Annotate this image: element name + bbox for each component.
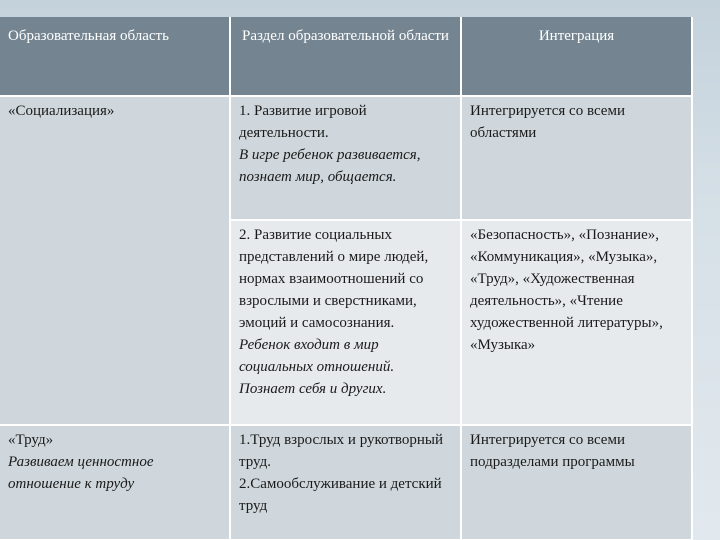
section-text: 1. Развитие игровой деятельности. — [239, 103, 367, 141]
area-cell-socialization — [0, 96, 230, 425]
section-text: 2. Развитие социальных представлений о мире людей, нормах взаимоотношений со взрослыми и сверстниками, эмоций и самосознания. — [239, 227, 429, 331]
header-area: Образовательная область — [0, 17, 230, 96]
integration-cell — [461, 96, 692, 220]
integration-text: Интегрируется со всеми подразделами программы — [470, 432, 635, 470]
section-text-line2: 2.Самообслуживание и детский труд — [239, 476, 442, 514]
education-table — [0, 17, 693, 540]
table-row — [0, 96, 692, 220]
header-integration: Интеграция — [461, 17, 692, 96]
section-cell — [230, 425, 461, 540]
header-row — [0, 17, 692, 96]
integration-cell — [461, 425, 692, 540]
area-title: «Социализация» — [8, 103, 115, 119]
integration-text: Интегрируется со всеми областями — [470, 103, 625, 141]
area-cell-labor — [0, 425, 230, 540]
header-section: Раздел образовательной области — [230, 17, 461, 96]
section-italic-text: В игре ребенок развивается, познает мир, общается. — [239, 147, 421, 185]
integration-cell — [461, 220, 692, 425]
area-title: «Труд» — [8, 432, 54, 448]
area-note: Развиваем ценностное отношение к труду — [8, 454, 154, 492]
table-row — [0, 425, 692, 540]
section-text-line1: 1.Труд взрослых и рукотворный труд. — [239, 432, 444, 470]
section-cell — [230, 220, 461, 425]
section-italic-text: Ребенок входит в мир социальных отношений. Познает себя и других. — [239, 337, 395, 397]
integration-text: «Безопасность», «Познание», «Коммуникация», «Музыка», «Труд», «Художественная деятельность», «Чтение художественной литературы», «Музыка» — [470, 227, 663, 353]
section-cell — [230, 96, 461, 220]
